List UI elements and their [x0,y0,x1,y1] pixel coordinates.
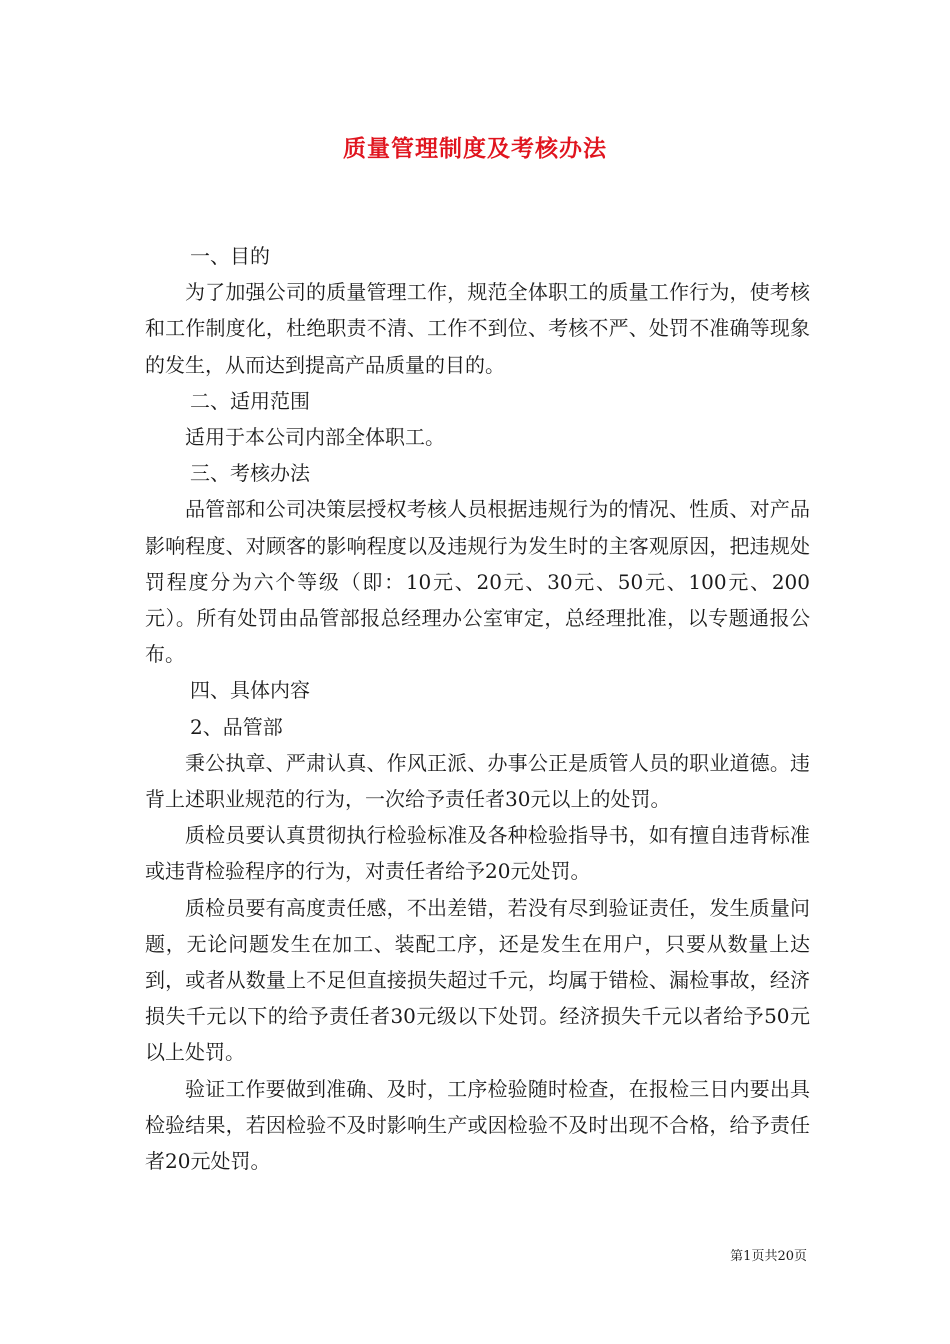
paragraph-standards: 质检员要认真贯彻执行检验标准及各种检验指导书，如有擅自违背标准或违背检验程序的行为，对责任者给予20元处罚。 [145,823,810,884]
section-heading-scope: 二、适用范围 [190,388,310,413]
document-body [145,238,810,1179]
subsection-heading-quality-dept: 2、品管部 [190,714,283,739]
paragraph-verification: 验证工作要做到准确、及时，工序检验随时检查，在报检三日内要出具检验结果，若因检验不及时影响生产或因检验不及时出现不合格，给予责任者20元处罚。 [145,1076,810,1174]
section-heading-method: 三、考核办法 [190,461,310,486]
page-number-footer: 第1页共20页 [730,1249,807,1264]
page-title: 质量管理制度及考核办法 [343,135,607,162]
paragraph-method: 品管部和公司决策层授权考核人员根据违规行为的情况、性质、对产品影响程度、对顾客的影响程度以及违规行为发生时的主客观原因，把违规处罚程度分为六个等级（即：10元、20元、30元、50元、100元、200元）。所有处罚由品管部报总经理办公室审定，总经理批准，以专题通报公布。 [145,497,810,667]
paragraph-scope: 适用于本公司内部全体职工。 [185,425,445,450]
paragraph-purpose: 为了加强公司的质量管理工作，规范全体职工的质量工作行为，使考核和工作制度化，杜绝职责不清、工作不到位、考核不严、处罚不准确等现象的发生，从而达到提高产品质量的目的。 [145,280,810,377]
paragraph-ethics: 秉公执章、严肃认真、作风正派、办事公正是质管人员的职业道德。违背上述职业规范的行为，一次给予责任者30元以上的处罚。 [145,750,810,812]
paragraph-responsibility: 质检员要有高度责任感，不出差错，若没有尽到验证责任，发生质量问题，无论问题发生在加工、装配工序，还是发生在用户，只要从数量上达到，或者从数量上不足但直接损失超过千元，均属于错检、漏检事故，经济损失千元以下的给予责任者30元级以下处罚。经济损失千元以者给予50元以上处罚。 [145,895,810,1065]
section-heading-content: 四、具体内容 [190,678,310,703]
section-heading-purpose: 一、目的 [190,244,270,268]
